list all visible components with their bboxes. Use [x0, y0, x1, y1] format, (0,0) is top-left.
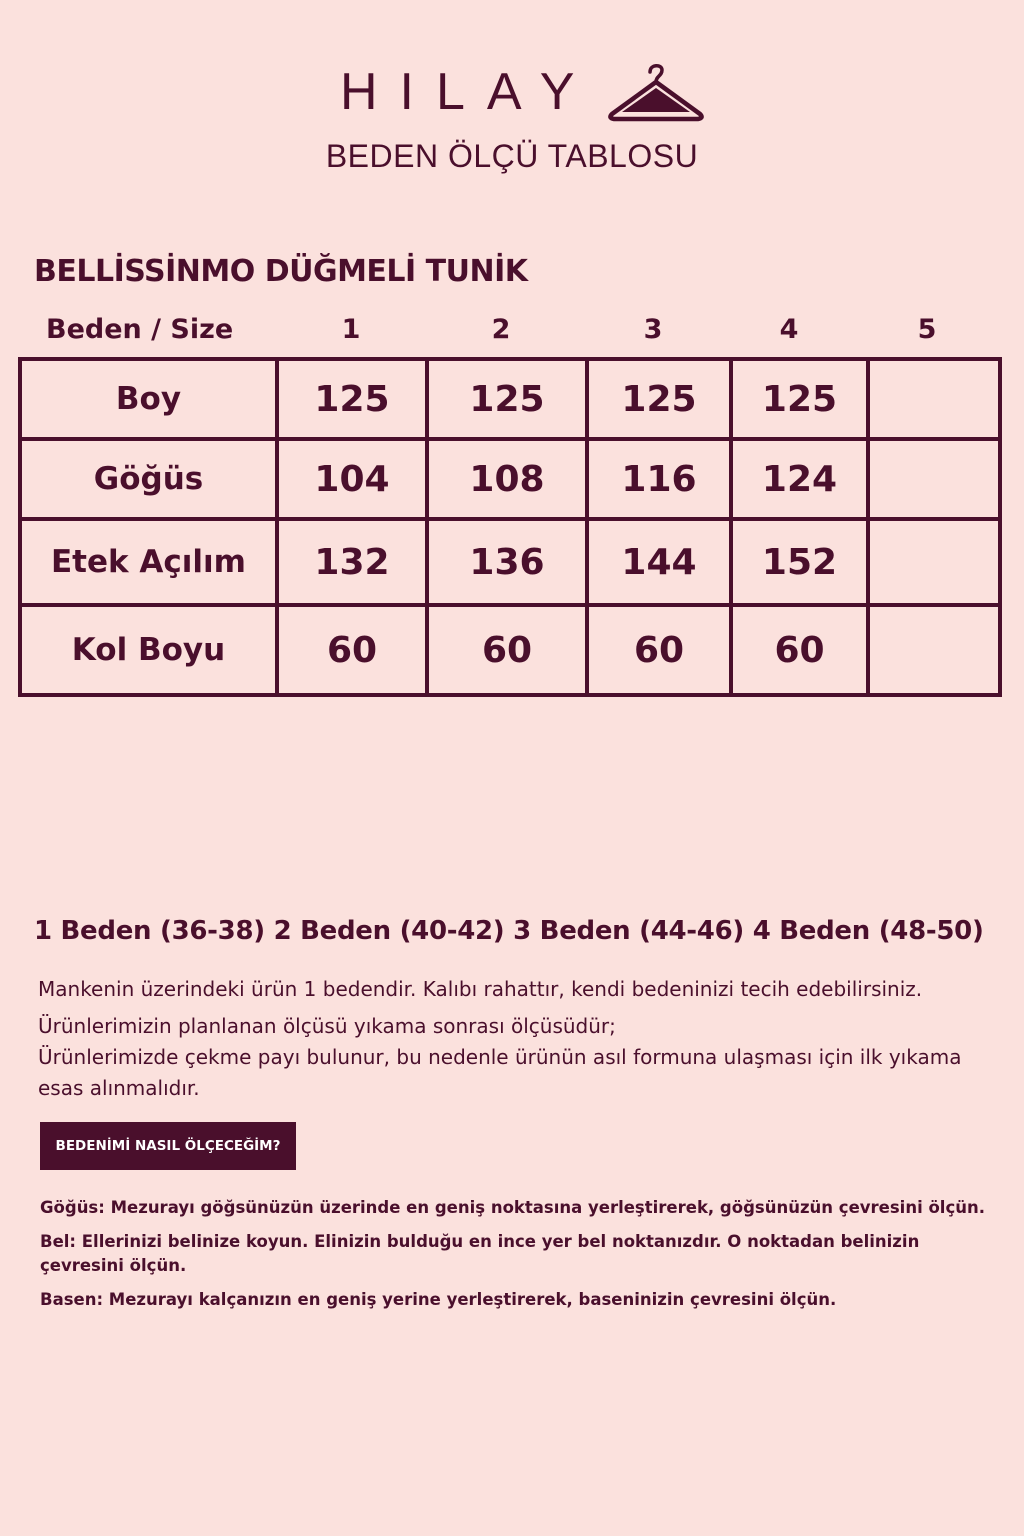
page-subtitle: BEDEN ÖLÇÜ TABLOSU: [325, 138, 699, 174]
measurement-guide: [40, 1196, 990, 1322]
brand-name: HILAY: [340, 63, 597, 121]
size-cell: [868, 439, 1000, 519]
row-label: Göğüs: [20, 439, 277, 519]
size-header-3: 3: [643, 314, 663, 345]
size-cell: 60: [587, 605, 731, 695]
size-cell: 125: [427, 359, 587, 439]
size-cell: [868, 519, 1000, 605]
size-table: [18, 357, 1002, 697]
size-cell: [868, 359, 1000, 439]
size-cell: 60: [731, 605, 868, 695]
size-header-5: 5: [917, 314, 937, 345]
size-cell: 152: [731, 519, 868, 605]
size-cell: 144: [587, 519, 731, 605]
hanger-icon: [606, 58, 706, 124]
size-cell: 125: [587, 359, 731, 439]
size-header-2: 2: [491, 314, 511, 345]
row-label: Kol Boyu: [20, 605, 277, 695]
size-header-4: 4: [779, 314, 799, 345]
table-row: [20, 359, 1000, 439]
size-cell: [868, 605, 1000, 695]
product-notes: [38, 974, 1008, 1104]
size-cell: 60: [277, 605, 427, 695]
table-row: [20, 605, 1000, 695]
row-label: Etek Açılım: [20, 519, 277, 605]
size-cell: 60: [427, 605, 587, 695]
note-model-size: Mankenin üzerindeki ürün 1 bedendir. Kalıbı rahattır, kendi bedeninizi tecih edebilirsiniz.: [38, 977, 923, 1001]
note-shrinkage: Ürünlerimizde çekme payı bulunur, bu nedenle ürünün asıl formuna ulaşması için ilk yıkama esas alınmalıdır.: [38, 1045, 962, 1100]
table-row: [20, 519, 1000, 605]
size-cell: 108: [427, 439, 587, 519]
size-header-label: Beden / Size: [46, 314, 234, 345]
note-wash-size: Ürünlerimizin planlanan ölçüsü yıkama sonrası ölçüsüdür;: [38, 1014, 616, 1038]
table-row: [20, 439, 1000, 519]
row-label: Boy: [20, 359, 277, 439]
size-cell: 125: [731, 359, 868, 439]
size-ranges: 1 Beden (36-38) 2 Beden (40-42) 3 Beden (44-46) 4 Beden (48-50): [34, 916, 984, 946]
size-cell: 136: [427, 519, 587, 605]
size-header-row: [0, 314, 1024, 354]
size-cell: 124: [731, 439, 868, 519]
guide-waist: Bel: Ellerinizi belinize koyun. Elinizin bulduğu en ince yer bel noktanızdır. O noktadan belinizin çevresini ölçün.: [40, 1232, 920, 1275]
size-cell: 116: [587, 439, 731, 519]
how-to-measure-button[interactable]: BEDENİMİ NASIL ÖLÇECEĞİM?: [40, 1122, 296, 1170]
brand-logo: [0, 58, 1024, 128]
guide-hip: Basen: Mezurayı kalçanızın en geniş yerine yerleştirerek, baseninizin çevresini ölçün.: [40, 1290, 837, 1309]
size-cell: 104: [277, 439, 427, 519]
size-header-1: 1: [341, 314, 361, 345]
product-title: BELLİSSİNMO DÜĞMELİ TUNİK: [34, 254, 528, 289]
size-cell: 125: [277, 359, 427, 439]
guide-chest: Göğüs: Mezurayı göğsünüzün üzerinde en geniş noktasına yerleştirerek, göğsünüzün çevresini ölçün.: [40, 1198, 986, 1217]
size-cell: 132: [277, 519, 427, 605]
